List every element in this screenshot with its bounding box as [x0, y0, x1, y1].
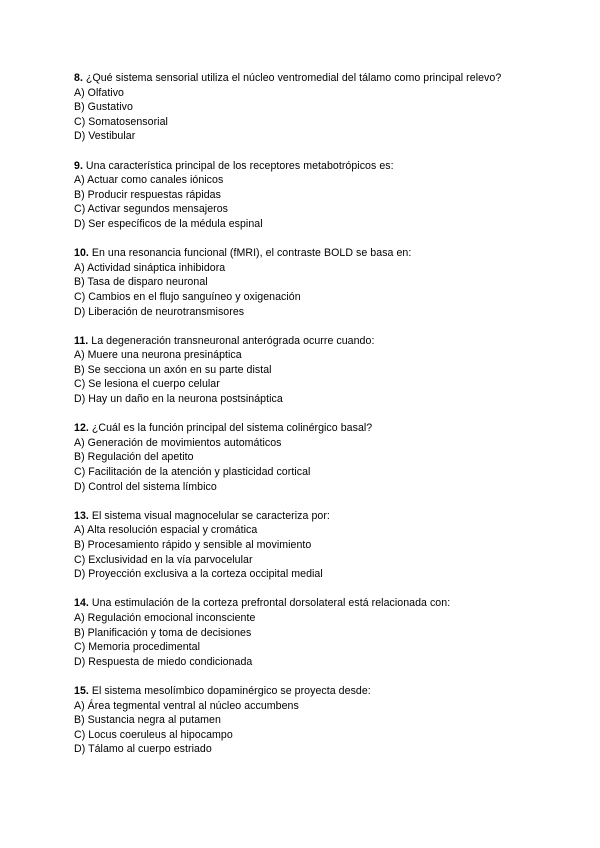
answer-option: D) Proyección exclusiva a la corteza occipital medial — [74, 568, 323, 581]
answer-option: C) Activar segundos mensajeros — [74, 203, 229, 216]
answer-option: A) Actividad sináptica inhibidora — [74, 261, 226, 274]
question-stem — [74, 421, 574, 436]
answer-option: B) Planificación y toma de decisiones — [74, 626, 252, 639]
answer-option: A) Muere una neurona presináptica — [74, 349, 242, 362]
question-text: En una resonancia funcional (fMRI), el contraste BOLD se basa en: — [88, 247, 412, 260]
answer-option: A) Olfativo — [74, 86, 125, 99]
answer-option: D) Vestibular — [74, 130, 136, 143]
question-block — [74, 71, 574, 144]
answer-option: D) Hay un daño en la neurona postsináptica — [74, 393, 283, 406]
answer-option: A) Actuar como canales iónicos — [74, 174, 224, 187]
question-block — [74, 509, 574, 582]
question-stem — [74, 596, 574, 611]
answer-option: B) Gustativo — [74, 101, 133, 114]
question-number: 15. — [74, 684, 89, 697]
question-stem — [74, 71, 574, 86]
answer-option: C) Memoria procedimental — [74, 641, 201, 654]
question-number: 11. — [74, 334, 89, 347]
question-block — [74, 421, 574, 494]
answer-option: B) Sustancia negra al putamen — [74, 714, 221, 727]
answer-option: B) Regulación del apetito — [74, 451, 194, 464]
answer-option: C) Exclusividad en la vía parvocelular — [74, 553, 253, 566]
answer-option: C) Se lesiona el cuerpo celular — [74, 378, 220, 391]
answer-option: A) Regulación emocional inconsciente — [74, 611, 256, 624]
answer-option: C) Cambios en el flujo sanguíneo y oxigenación — [74, 290, 301, 303]
answer-option: C) Facilitación de la atención y plasticidad cortical — [74, 466, 311, 479]
question-number: 13. — [74, 509, 89, 522]
question-text: ¿Cuál es la función principal del sistema colinérgico basal? — [88, 422, 373, 435]
question-stem — [74, 159, 574, 174]
question-number: 9. — [74, 159, 83, 172]
question-number: 8. — [74, 72, 83, 84]
question-number: 12. — [74, 422, 89, 435]
question-text: La degeneración transneuronal anterógrada ocurre cuando: — [88, 334, 375, 347]
question-text: Una característica principal de los receptores metabotrópicos es: — [82, 159, 394, 172]
question-list — [74, 71, 574, 772]
question-number: 10. — [74, 247, 89, 260]
question-block — [74, 159, 574, 232]
question-block — [74, 334, 574, 407]
question-text: El sistema visual magnocelular se caracteriza por: — [88, 509, 330, 522]
answer-option: C) Somatosensorial — [74, 115, 168, 128]
answer-option: A) Área tegmental ventral al núcleo accumbens — [74, 699, 299, 712]
question-stem — [74, 334, 574, 349]
question-number: 14. — [74, 597, 89, 610]
question-text: El sistema mesolímbico dopaminérgico se proyecta desde: — [88, 684, 371, 697]
question-stem — [74, 684, 574, 699]
question-block — [74, 684, 574, 757]
answer-option: C) Locus coeruleus al hipocampo — [74, 728, 233, 741]
answer-option: D) Respuesta de miedo condicionada — [74, 655, 253, 668]
answer-option: D) Ser específicos de la médula espinal — [74, 217, 263, 230]
question-block — [74, 246, 574, 319]
answer-option: D) Liberación de neurotransmisores — [74, 305, 245, 318]
answer-option: D) Tálamo al cuerpo estriado — [74, 743, 212, 756]
answer-option: B) Producir respuestas rápidas — [74, 188, 221, 201]
question-stem — [74, 246, 574, 261]
answer-option: A) Alta resolución espacial y cromática — [74, 524, 258, 537]
answer-option: B) Procesamiento rápido y sensible al movimiento — [74, 539, 312, 551]
question-block — [74, 596, 574, 669]
question-text: ¿Qué sistema sensorial utiliza el núcleo ventromedial del tálamo como principal relevo? — [82, 72, 502, 84]
answer-option: A) Generación de movimientos automáticos — [74, 436, 282, 449]
question-text: Una estimulación de la corteza prefrontal dorsolateral está relacionada con: — [88, 597, 451, 610]
question-stem — [74, 509, 574, 524]
answer-option: B) Se secciona un axón en su parte distal — [74, 363, 272, 376]
answer-option: B) Tasa de disparo neuronal — [74, 276, 208, 289]
answer-option: D) Control del sistema límbico — [74, 480, 217, 493]
